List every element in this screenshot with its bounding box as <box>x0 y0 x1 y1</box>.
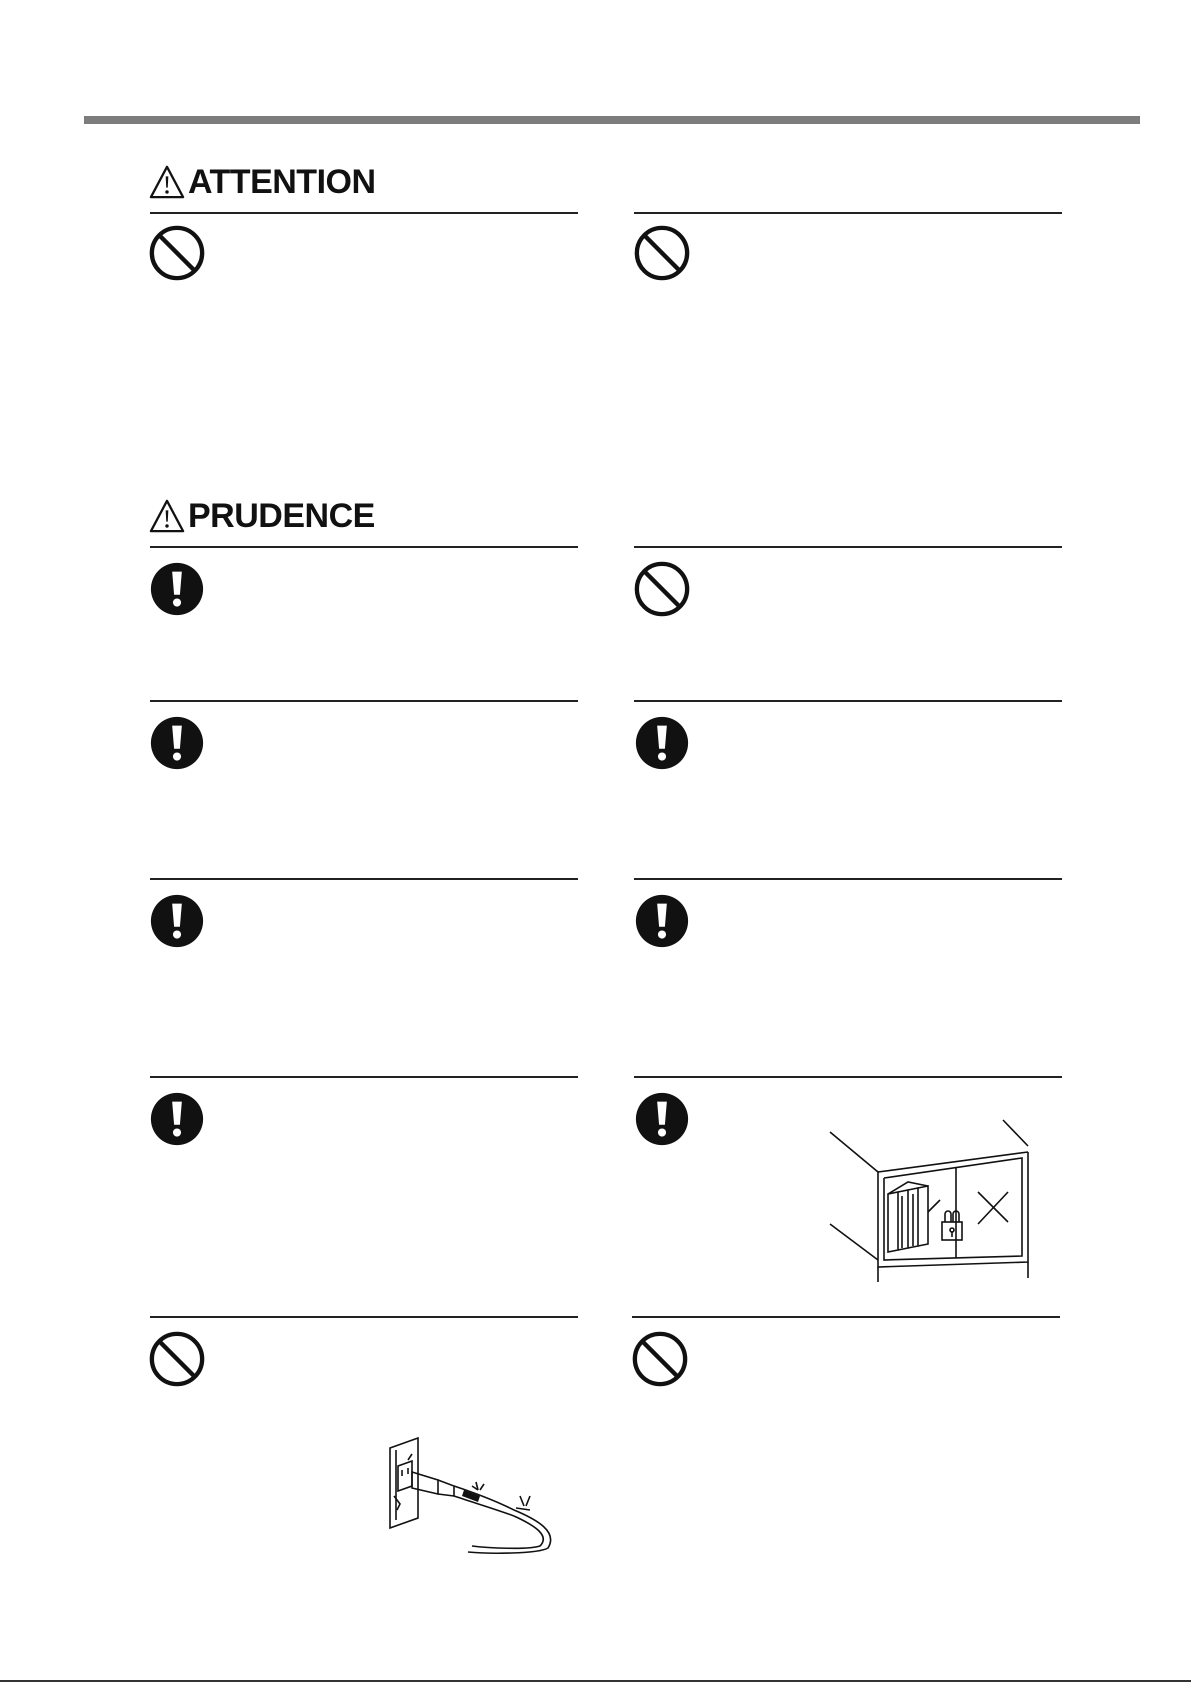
row-rule <box>150 878 578 880</box>
prohibition-icon <box>631 1330 689 1388</box>
row-rule <box>634 878 1062 880</box>
prudence-heading <box>148 498 375 534</box>
mandatory-action-icon <box>148 1090 206 1148</box>
mandatory-action-icon <box>633 714 691 772</box>
prohibition-icon <box>633 560 691 618</box>
row-rule <box>634 546 1062 548</box>
row-rule <box>150 546 578 548</box>
attention-heading <box>148 164 376 200</box>
attention-title: ATTENTION <box>188 163 376 201</box>
row-rule <box>632 1316 1060 1318</box>
mandatory-action-icon <box>148 714 206 772</box>
row-rule <box>150 700 578 702</box>
mandatory-action-icon <box>148 892 206 950</box>
row-rule <box>634 700 1062 702</box>
header-rule <box>84 116 1140 124</box>
attention-rule-right <box>634 212 1062 214</box>
mandatory-action-icon <box>148 560 206 618</box>
warning-triangle-icon <box>148 164 186 200</box>
row-rule <box>634 1076 1062 1078</box>
mandatory-action-icon <box>633 892 691 950</box>
row-rule <box>150 1076 578 1078</box>
mandatory-action-icon <box>633 1090 691 1148</box>
prohibition-icon <box>148 1330 206 1388</box>
prudence-title: PRUDENCE <box>188 497 375 535</box>
locked-cabinet-illustration <box>828 1112 1036 1282</box>
warning-triangle-icon <box>148 498 186 534</box>
page-bottom-rule <box>0 1680 1191 1682</box>
prohibition-icon <box>148 224 206 282</box>
row-rule <box>150 1316 578 1318</box>
prohibition-icon <box>633 224 691 282</box>
attention-rule-left <box>150 212 578 214</box>
damaged-cord-outlet-illustration <box>388 1436 574 1556</box>
